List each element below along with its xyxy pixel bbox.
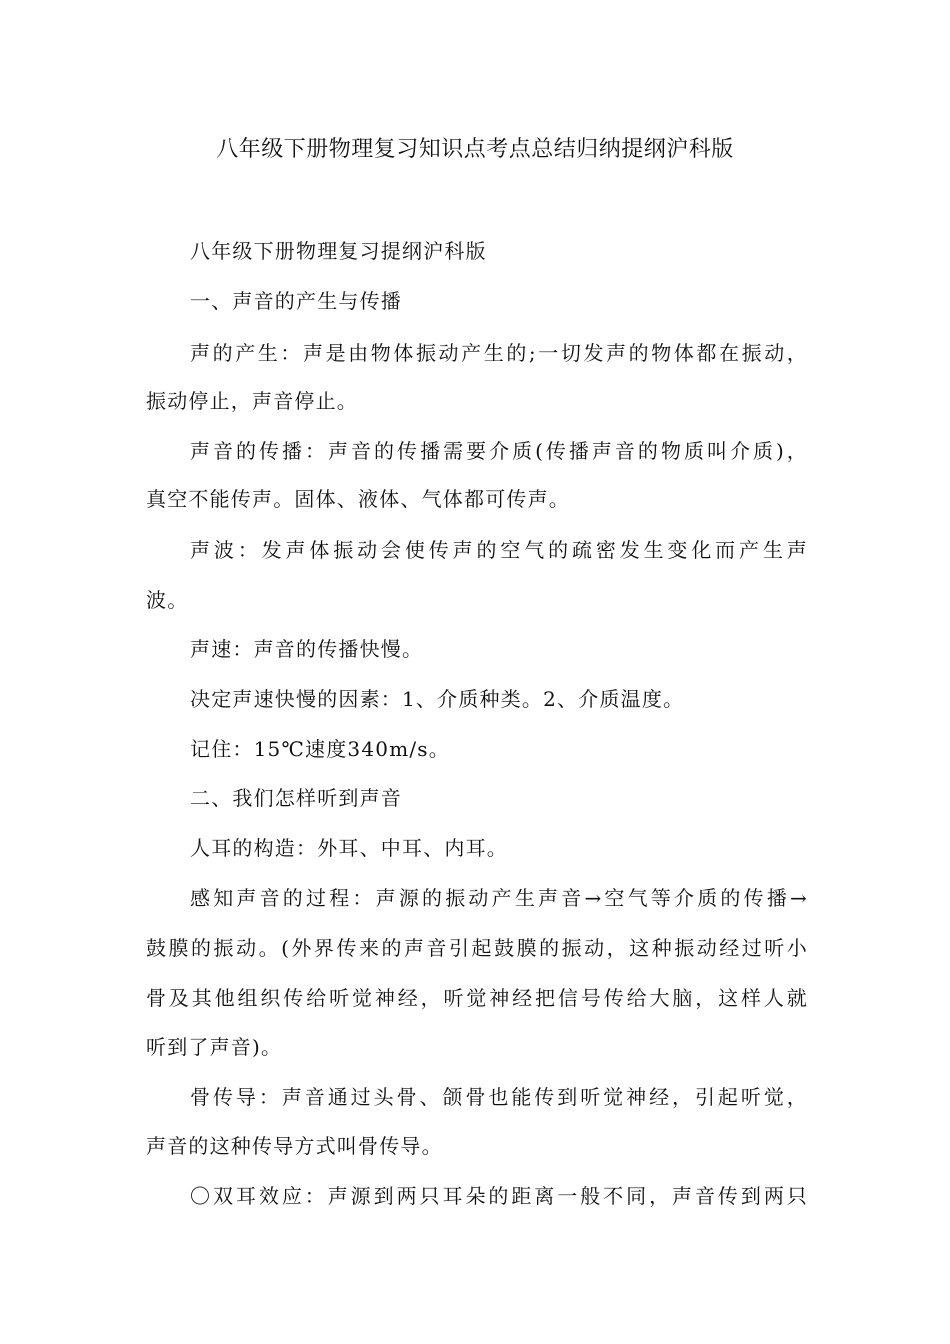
document-title: 八年级下册物理复习知识点考点总结归纳提纲沪科版 <box>216 137 734 162</box>
paragraph-line: 骨及其他组织传给听觉神经，听觉神经把信号传给大脑，这样人就 <box>146 986 808 1010</box>
paragraph-line: 感知声音的过程：声源的振动产生声音→空气等介质的传播→ <box>190 886 808 910</box>
paragraph-line: 鼓膜的振动。(外界传来的声音引起鼓膜的振动，这种振动经过听小 <box>146 936 808 960</box>
paragraph-line: 听到了声音)。 <box>146 1035 283 1059</box>
section-heading-2: 二、我们怎样听到声音 <box>190 786 402 810</box>
paragraph-line: 振动停止，声音停止。 <box>146 389 358 413</box>
paragraph-line: 骨传导：声音通过头骨、颌骨也能传到听觉神经，引起听觉， <box>190 1085 808 1109</box>
paragraph-line: 真空不能传声。固体、液体、气体都可传声。 <box>146 487 570 511</box>
paragraph-line: 记住：15℃速度340m/s。 <box>190 737 450 761</box>
paragraph-line: 声波：发声体振动会使传声的空气的疏密发生变化而产生声 <box>190 538 808 562</box>
paragraph-line: 声音的传播：声音的传播需要介质(传播声音的物质叫介质)， <box>190 439 808 463</box>
paragraph-line: 〇双耳效应：声源到两只耳朵的距离一般不同，声音传到两只 <box>190 1184 808 1208</box>
paragraph-line: 人耳的构造：外耳、中耳、内耳。 <box>190 836 508 860</box>
section-heading-1: 一、声音的产生与传播 <box>190 289 402 313</box>
subtitle-line: 八年级下册物理复习提纲沪科版 <box>190 239 487 263</box>
paragraph-line: 声的产生：声是由物体振动产生的;一切发声的物体都在振动， <box>190 341 808 365</box>
paragraph-line: 波。 <box>146 588 189 612</box>
paragraph-line: 决定声速快慢的因素：1、介质种类。2、介质温度。 <box>190 687 685 711</box>
paragraph-line: 声音的这种传导方式叫骨传导。 <box>146 1134 443 1158</box>
paragraph-line: 声速：声音的传播快慢。 <box>190 637 424 661</box>
